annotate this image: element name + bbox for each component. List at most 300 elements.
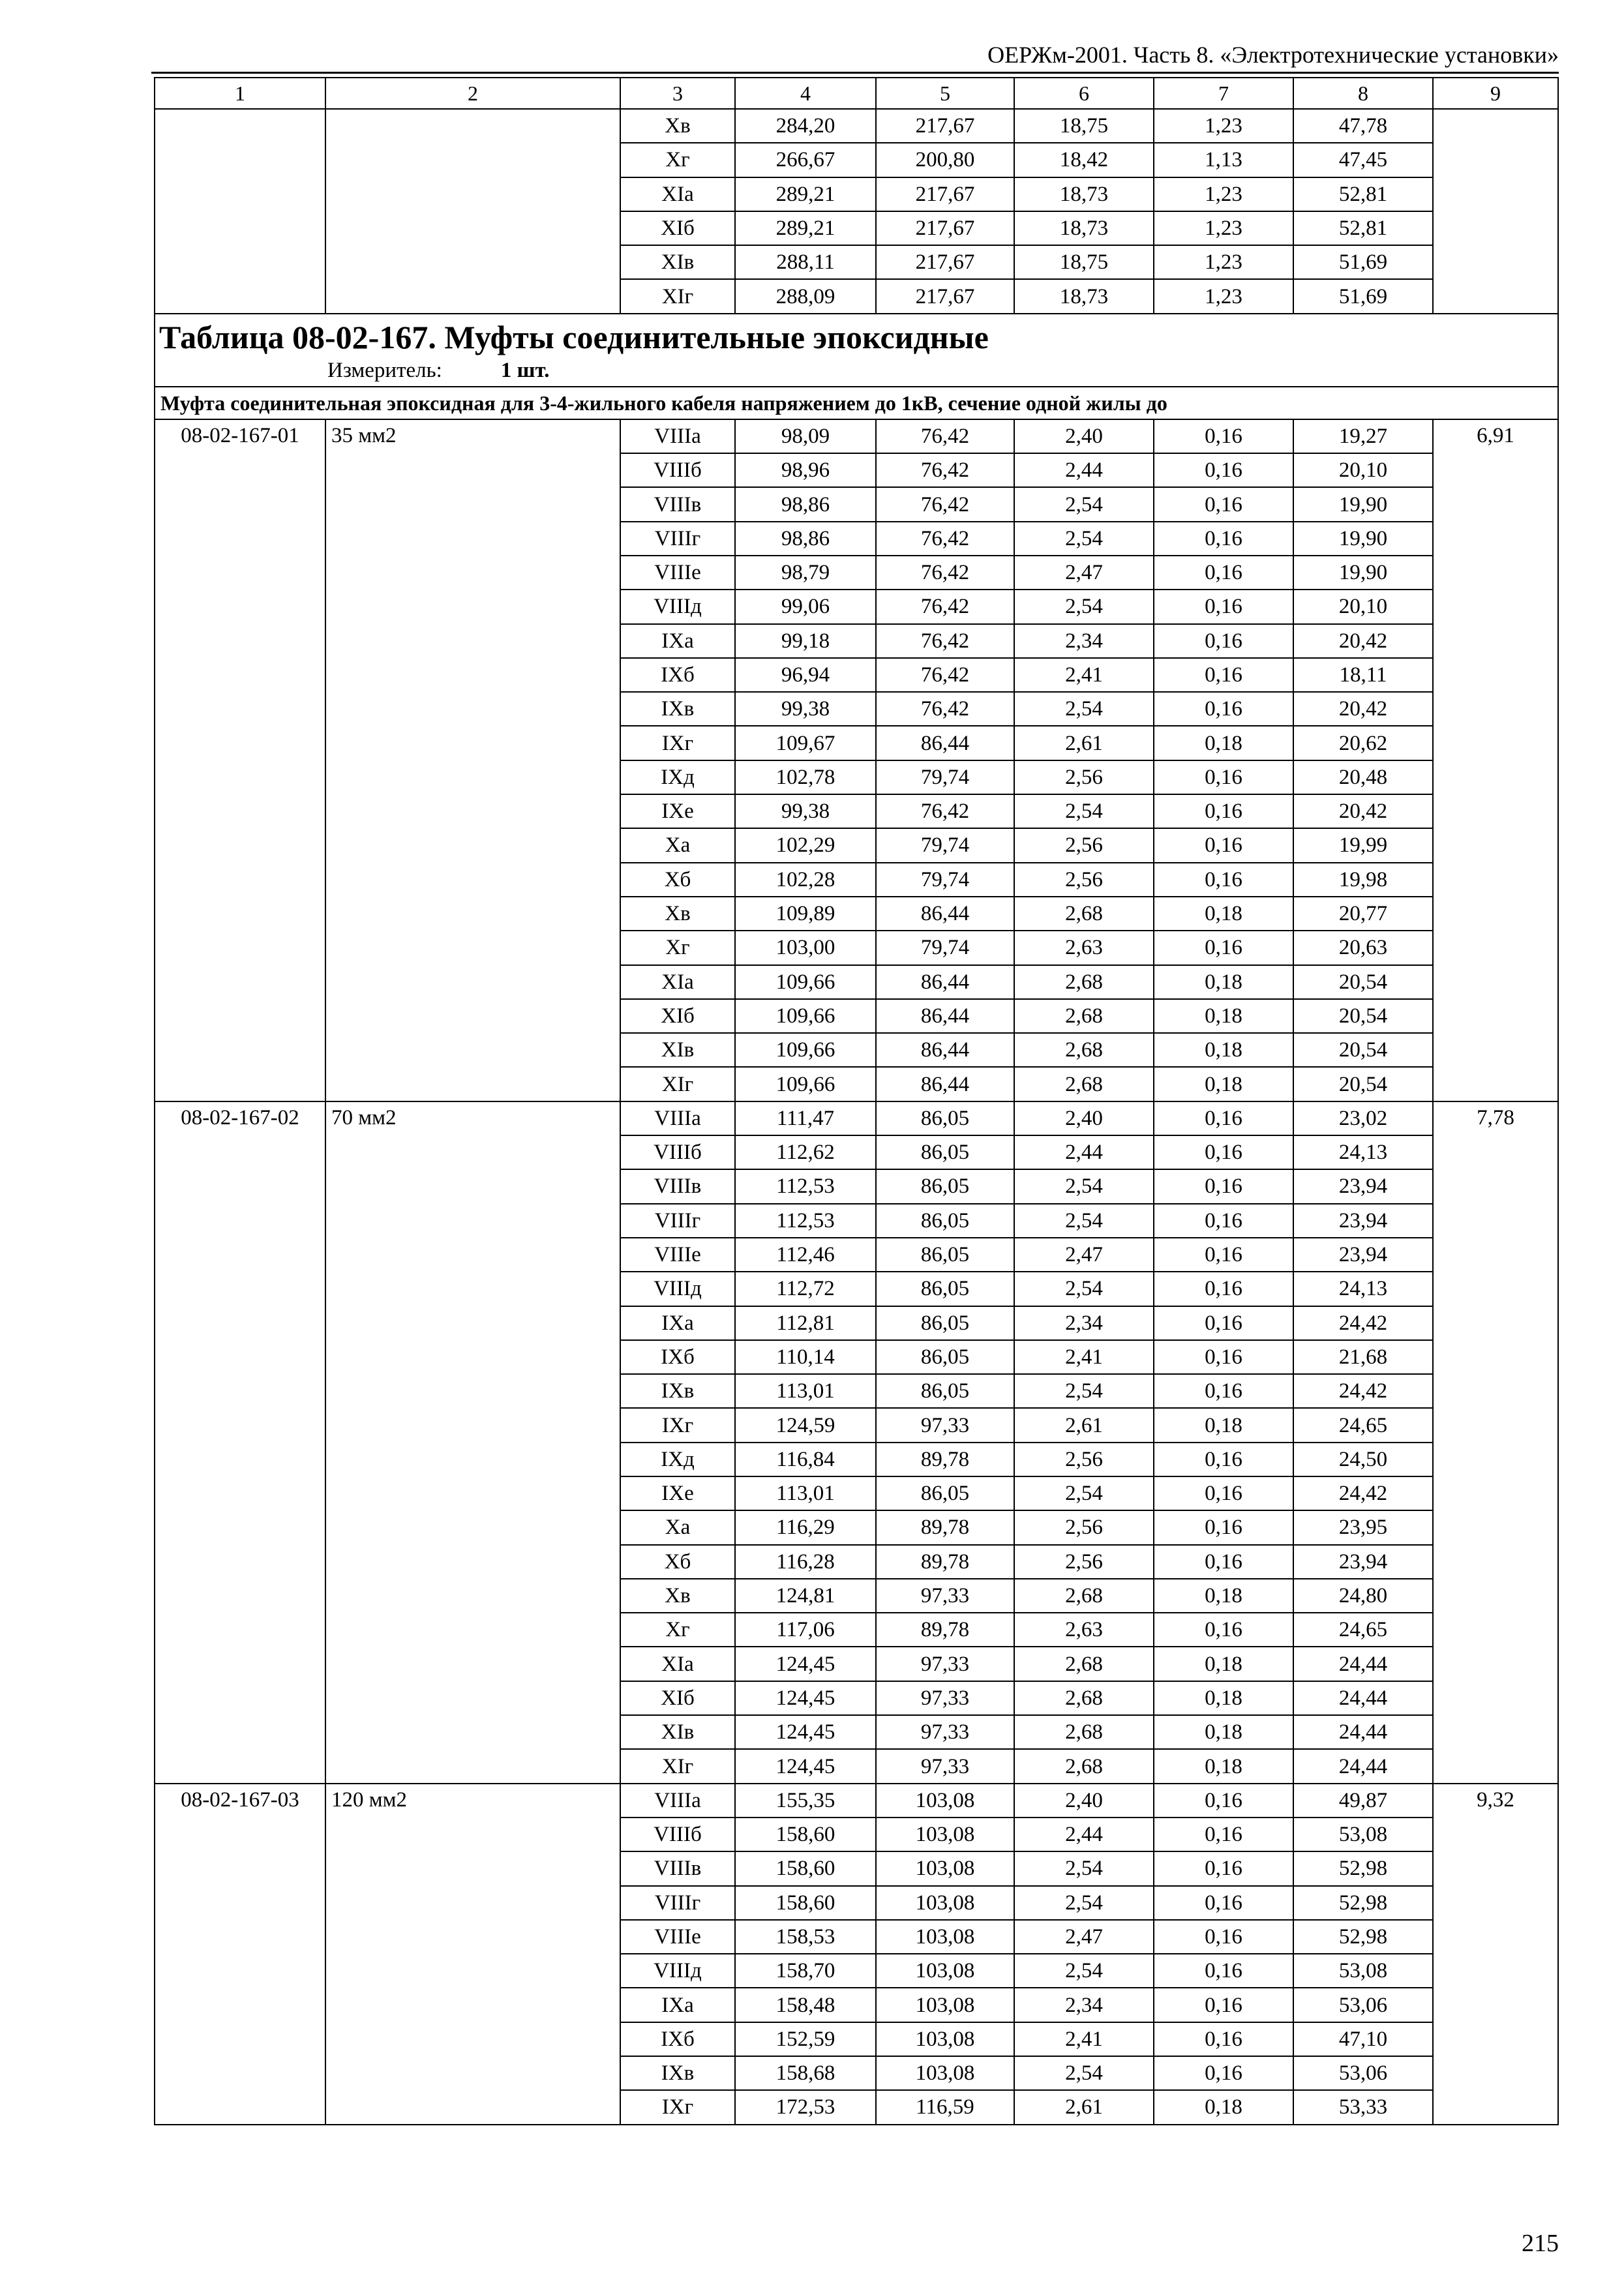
value-col4-cell: 96,94 xyxy=(735,658,876,692)
value-col8-cell: 51,69 xyxy=(1293,279,1433,313)
value-col5-cell: 76,42 xyxy=(876,658,1014,692)
value-col7-cell: 0,16 xyxy=(1154,1613,1293,1647)
value-col7-cell: 0,16 xyxy=(1154,1784,1293,1818)
region-cell: Ха xyxy=(620,1510,735,1544)
value-col7-cell: 0,18 xyxy=(1154,999,1293,1033)
value-col8-cell: 21,68 xyxy=(1293,1340,1433,1374)
value-col5-cell: 86,05 xyxy=(876,1340,1014,1374)
region-cell: XIа xyxy=(620,1647,735,1681)
value-col7-cell: 0,18 xyxy=(1154,1408,1293,1442)
header-rule xyxy=(151,72,1559,74)
value-col5-cell: 76,42 xyxy=(876,692,1014,726)
region-cell: XIа xyxy=(620,965,735,999)
value-col7-cell: 0,16 xyxy=(1154,1851,1293,1885)
value-col4-cell: 103,00 xyxy=(735,931,876,965)
value-col6-cell: 2,68 xyxy=(1014,1067,1154,1101)
value-col7-cell: 0,16 xyxy=(1154,1818,1293,1851)
value-col4-cell: 124,45 xyxy=(735,1681,876,1715)
value-col5-cell: 97,33 xyxy=(876,1681,1014,1715)
value-col4-cell: 124,45 xyxy=(735,1715,876,1749)
value-col6-cell: 2,63 xyxy=(1014,1613,1154,1647)
value-col7-cell: 0,18 xyxy=(1154,1033,1293,1067)
value-col4-cell: 102,29 xyxy=(735,828,876,862)
value-col7-cell: 0,16 xyxy=(1154,1135,1293,1169)
value-col6-cell: 2,68 xyxy=(1014,965,1154,999)
value-col7-cell: 0,16 xyxy=(1154,1340,1293,1374)
value-col5-cell: 86,44 xyxy=(876,897,1014,931)
value-col5-cell: 76,42 xyxy=(876,556,1014,590)
value-col6-cell: 2,56 xyxy=(1014,863,1154,897)
value-col7-cell: 0,16 xyxy=(1154,658,1293,692)
value-col7-cell: 0,16 xyxy=(1154,863,1293,897)
column-number: 3 xyxy=(620,78,735,109)
value-col7-cell: 0,16 xyxy=(1154,1886,1293,1920)
region-cell: Хб xyxy=(620,1545,735,1579)
region-cell: XIб xyxy=(620,1681,735,1715)
value-col8-cell: 20,42 xyxy=(1293,624,1433,658)
value-col8-cell: 52,98 xyxy=(1293,1886,1433,1920)
value-col4-cell: 289,21 xyxy=(735,177,876,211)
value-col8-cell: 52,81 xyxy=(1293,211,1433,245)
value-col8-cell: 20,10 xyxy=(1293,590,1433,623)
value-col6-cell: 2,40 xyxy=(1014,1784,1154,1818)
value-col6-cell: 2,56 xyxy=(1014,1510,1154,1544)
region-cell: VIIIд xyxy=(620,590,735,623)
value-col8-cell: 20,63 xyxy=(1293,931,1433,965)
value-col6-cell: 2,54 xyxy=(1014,794,1154,828)
value-col4-cell: 158,53 xyxy=(735,1920,876,1954)
region-cell: Хв xyxy=(620,1579,735,1613)
value-col7-cell: 0,18 xyxy=(1154,965,1293,999)
region-cell: IXв xyxy=(620,2056,735,2090)
value-col5-cell: 97,33 xyxy=(876,1715,1014,1749)
value-col5-cell: 217,67 xyxy=(876,245,1014,279)
region-cell: XIг xyxy=(620,1749,735,1783)
value-col8-cell: 24,44 xyxy=(1293,1681,1433,1715)
region-cell: VIIIа xyxy=(620,1101,735,1135)
value-col6-cell: 2,54 xyxy=(1014,692,1154,726)
value-col5-cell: 76,42 xyxy=(876,590,1014,623)
value-col7-cell: 0,16 xyxy=(1154,1920,1293,1954)
region-cell: IXв xyxy=(620,1374,735,1408)
region-cell: VIIIе xyxy=(620,556,735,590)
value-col6-cell: 2,54 xyxy=(1014,1954,1154,1988)
value-col5-cell: 76,42 xyxy=(876,419,1014,453)
value-col7-cell: 0,16 xyxy=(1154,1988,1293,2022)
value-col6-cell: 2,41 xyxy=(1014,658,1154,692)
region-cell: IXа xyxy=(620,1988,735,2022)
value-col4-cell: 111,47 xyxy=(735,1101,876,1135)
region-cell: IXд xyxy=(620,760,735,794)
region-cell: XIв xyxy=(620,1715,735,1749)
item-rate: 9,32 xyxy=(1433,1784,1558,2125)
value-col6-cell: 2,44 xyxy=(1014,1818,1154,1851)
value-col4-cell: 158,68 xyxy=(735,2056,876,2090)
column-number: 5 xyxy=(876,78,1014,109)
region-cell: Хг xyxy=(620,1613,735,1647)
region-cell: IXа xyxy=(620,624,735,658)
value-col7-cell: 0,16 xyxy=(1154,522,1293,556)
region-cell: Ха xyxy=(620,828,735,862)
value-col4-cell: 112,46 xyxy=(735,1238,876,1272)
value-col7-cell: 0,16 xyxy=(1154,453,1293,487)
value-col5-cell: 79,74 xyxy=(876,760,1014,794)
value-col4-cell: 158,60 xyxy=(735,1851,876,1885)
region-cell: Хб xyxy=(620,863,735,897)
value-col6-cell: 18,42 xyxy=(1014,143,1154,177)
value-col8-cell: 51,69 xyxy=(1293,245,1433,279)
value-col5-cell: 86,05 xyxy=(876,1169,1014,1203)
region-cell: XIб xyxy=(620,999,735,1033)
value-col5-cell: 76,42 xyxy=(876,794,1014,828)
value-col4-cell: 158,60 xyxy=(735,1818,876,1851)
value-col5-cell: 103,08 xyxy=(876,2022,1014,2056)
value-col4-cell: 117,06 xyxy=(735,1613,876,1647)
item-rate: 7,78 xyxy=(1433,1101,1558,1784)
rate-cell-empty xyxy=(1433,109,1558,314)
value-col8-cell: 23,94 xyxy=(1293,1204,1433,1238)
region-cell: IXг xyxy=(620,1408,735,1442)
value-col6-cell: 2,56 xyxy=(1014,1545,1154,1579)
value-col8-cell: 53,06 xyxy=(1293,2056,1433,2090)
value-col5-cell: 89,78 xyxy=(876,1613,1014,1647)
value-col8-cell: 52,98 xyxy=(1293,1920,1433,1954)
region-cell: VIIIб xyxy=(620,1818,735,1851)
value-col6-cell: 18,73 xyxy=(1014,211,1154,245)
value-col8-cell: 23,95 xyxy=(1293,1510,1433,1544)
value-col8-cell: 20,48 xyxy=(1293,760,1433,794)
value-col8-cell: 20,42 xyxy=(1293,794,1433,828)
table-body xyxy=(155,78,1558,2125)
region-cell: XIб xyxy=(620,211,735,245)
value-col4-cell: 99,38 xyxy=(735,794,876,828)
value-col8-cell: 23,02 xyxy=(1293,1101,1433,1135)
region-cell: VIIIа xyxy=(620,419,735,453)
value-col4-cell: 112,62 xyxy=(735,1135,876,1169)
value-col7-cell: 0,18 xyxy=(1154,1067,1293,1101)
region-cell: IXд xyxy=(620,1443,735,1476)
value-col7-cell: 0,16 xyxy=(1154,1204,1293,1238)
value-col8-cell: 24,44 xyxy=(1293,1749,1433,1783)
value-col6-cell: 2,54 xyxy=(1014,522,1154,556)
value-col5-cell: 86,05 xyxy=(876,1238,1014,1272)
running-header: ОЕРЖм-2001. Часть 8. «Электротехнические установки» xyxy=(987,42,1559,68)
value-col7-cell: 0,16 xyxy=(1154,556,1293,590)
item-code: 08-02-167-01 xyxy=(155,419,325,1101)
value-col5-cell: 86,05 xyxy=(876,1272,1014,1306)
region-cell: VIIIб xyxy=(620,453,735,487)
value-col7-cell: 0,16 xyxy=(1154,794,1293,828)
value-col4-cell: 98,79 xyxy=(735,556,876,590)
value-col6-cell: 2,54 xyxy=(1014,1886,1154,1920)
value-col5-cell: 86,44 xyxy=(876,965,1014,999)
value-col8-cell: 24,65 xyxy=(1293,1408,1433,1442)
value-col8-cell: 53,08 xyxy=(1293,1954,1433,1988)
value-col7-cell: 0,16 xyxy=(1154,1476,1293,1510)
value-col8-cell: 23,94 xyxy=(1293,1169,1433,1203)
value-col7-cell: 0,16 xyxy=(1154,692,1293,726)
value-col5-cell: 89,78 xyxy=(876,1443,1014,1476)
value-col6-cell: 2,54 xyxy=(1014,1204,1154,1238)
table-row xyxy=(155,109,1558,143)
value-col5-cell: 217,67 xyxy=(876,109,1014,143)
value-col4-cell: 98,86 xyxy=(735,487,876,521)
value-col7-cell: 0,16 xyxy=(1154,1306,1293,1340)
item-code: 08-02-167-03 xyxy=(155,1784,325,2125)
rates-table xyxy=(154,77,1559,2125)
value-col6-cell: 2,68 xyxy=(1014,897,1154,931)
value-col4-cell: 124,59 xyxy=(735,1408,876,1442)
value-col6-cell: 2,68 xyxy=(1014,1681,1154,1715)
value-col8-cell: 20,42 xyxy=(1293,692,1433,726)
value-col6-cell: 2,61 xyxy=(1014,2090,1154,2124)
value-col6-cell: 2,68 xyxy=(1014,1647,1154,1681)
value-col6-cell: 2,61 xyxy=(1014,726,1154,760)
value-col6-cell: 2,54 xyxy=(1014,1169,1154,1203)
value-col8-cell: 53,06 xyxy=(1293,1988,1433,2022)
value-col7-cell: 0,16 xyxy=(1154,1101,1293,1135)
value-col7-cell: 0,16 xyxy=(1154,931,1293,965)
column-number: 2 xyxy=(325,78,620,109)
item-name: 120 мм2 xyxy=(325,1784,620,2125)
region-cell: IXг xyxy=(620,726,735,760)
value-col5-cell: 89,78 xyxy=(876,1545,1014,1579)
column-number: 8 xyxy=(1293,78,1433,109)
value-col7-cell: 0,18 xyxy=(1154,897,1293,931)
value-col6-cell: 2,41 xyxy=(1014,2022,1154,2056)
value-col5-cell: 76,42 xyxy=(876,624,1014,658)
value-col5-cell: 103,08 xyxy=(876,2056,1014,2090)
value-col4-cell: 110,14 xyxy=(735,1340,876,1374)
value-col6-cell: 2,68 xyxy=(1014,1749,1154,1783)
value-col6-cell: 2,47 xyxy=(1014,1920,1154,1954)
value-col8-cell: 20,10 xyxy=(1293,453,1433,487)
value-col5-cell: 76,42 xyxy=(876,453,1014,487)
value-col5-cell: 89,78 xyxy=(876,1510,1014,1544)
column-number: 4 xyxy=(735,78,876,109)
value-col4-cell: 288,09 xyxy=(735,279,876,313)
value-col6-cell: 2,68 xyxy=(1014,1033,1154,1067)
region-cell: Хг xyxy=(620,143,735,177)
value-col4-cell: 112,81 xyxy=(735,1306,876,1340)
value-col7-cell: 1,23 xyxy=(1154,245,1293,279)
value-col4-cell: 158,48 xyxy=(735,1988,876,2022)
value-col6-cell: 18,75 xyxy=(1014,109,1154,143)
value-col7-cell: 0,16 xyxy=(1154,1238,1293,1272)
value-col7-cell: 0,16 xyxy=(1154,828,1293,862)
value-col8-cell: 49,87 xyxy=(1293,1784,1433,1818)
value-col8-cell: 24,44 xyxy=(1293,1647,1433,1681)
value-col5-cell: 97,33 xyxy=(876,1749,1014,1783)
value-col5-cell: 97,33 xyxy=(876,1408,1014,1442)
value-col4-cell: 109,67 xyxy=(735,726,876,760)
value-col7-cell: 0,18 xyxy=(1154,726,1293,760)
value-col6-cell: 2,61 xyxy=(1014,1408,1154,1442)
region-cell: IXб xyxy=(620,1340,735,1374)
value-col4-cell: 112,72 xyxy=(735,1272,876,1306)
value-col8-cell: 20,62 xyxy=(1293,726,1433,760)
region-cell: XIг xyxy=(620,1067,735,1101)
table-row xyxy=(155,1101,1558,1135)
value-col8-cell: 24,42 xyxy=(1293,1374,1433,1408)
value-col4-cell: 113,01 xyxy=(735,1476,876,1510)
value-col5-cell: 217,67 xyxy=(876,211,1014,245)
value-col6-cell: 2,63 xyxy=(1014,931,1154,965)
region-cell: IXа xyxy=(620,1306,735,1340)
region-cell: IXг xyxy=(620,2090,735,2124)
region-cell: VIIIв xyxy=(620,1169,735,1203)
value-col5-cell: 79,74 xyxy=(876,931,1014,965)
value-col8-cell: 24,65 xyxy=(1293,1613,1433,1647)
value-col8-cell: 19,98 xyxy=(1293,863,1433,897)
value-col6-cell: 18,73 xyxy=(1014,279,1154,313)
item-code: 08-02-167-02 xyxy=(155,1101,325,1784)
value-col5-cell: 103,08 xyxy=(876,1920,1014,1954)
region-cell: IXе xyxy=(620,1476,735,1510)
value-col4-cell: 116,28 xyxy=(735,1545,876,1579)
region-cell: IXе xyxy=(620,794,735,828)
region-cell: VIIIд xyxy=(620,1954,735,1988)
value-col5-cell: 86,05 xyxy=(876,1306,1014,1340)
value-col4-cell: 289,21 xyxy=(735,211,876,245)
value-col4-cell: 102,28 xyxy=(735,863,876,897)
value-col8-cell: 53,33 xyxy=(1293,2090,1433,2124)
value-col6-cell: 2,68 xyxy=(1014,1579,1154,1613)
table-title-cell xyxy=(155,314,1558,387)
value-col8-cell: 23,94 xyxy=(1293,1238,1433,1272)
value-col8-cell: 19,90 xyxy=(1293,556,1433,590)
value-col8-cell: 53,08 xyxy=(1293,1818,1433,1851)
value-col5-cell: 86,44 xyxy=(876,999,1014,1033)
value-col6-cell: 2,56 xyxy=(1014,760,1154,794)
value-col8-cell: 24,80 xyxy=(1293,1579,1433,1613)
value-col8-cell: 19,27 xyxy=(1293,419,1433,453)
value-col7-cell: 0,16 xyxy=(1154,2022,1293,2056)
value-col5-cell: 86,44 xyxy=(876,1067,1014,1101)
value-col7-cell: 0,16 xyxy=(1154,419,1293,453)
value-col7-cell: 1,23 xyxy=(1154,109,1293,143)
value-col5-cell: 217,67 xyxy=(876,279,1014,313)
value-col6-cell: 2,40 xyxy=(1014,1101,1154,1135)
value-col4-cell: 113,01 xyxy=(735,1374,876,1408)
page-number: 215 xyxy=(1522,2230,1559,2257)
value-col4-cell: 116,84 xyxy=(735,1443,876,1476)
value-col5-cell: 76,42 xyxy=(876,522,1014,556)
unit-value: 1 шт. xyxy=(500,358,550,382)
region-cell: IXб xyxy=(620,2022,735,2056)
value-col5-cell: 79,74 xyxy=(876,863,1014,897)
value-col6-cell: 18,75 xyxy=(1014,245,1154,279)
value-col8-cell: 20,54 xyxy=(1293,1033,1433,1067)
value-col5-cell: 97,33 xyxy=(876,1579,1014,1613)
value-col4-cell: 116,29 xyxy=(735,1510,876,1544)
region-cell: IXб xyxy=(620,658,735,692)
value-col8-cell: 19,99 xyxy=(1293,828,1433,862)
value-col4-cell: 99,06 xyxy=(735,590,876,623)
value-col7-cell: 0,16 xyxy=(1154,760,1293,794)
region-cell: VIIIв xyxy=(620,1851,735,1885)
value-col5-cell: 103,08 xyxy=(876,1886,1014,1920)
value-col7-cell: 0,16 xyxy=(1154,1272,1293,1306)
value-col5-cell: 103,08 xyxy=(876,1988,1014,2022)
value-col6-cell: 2,44 xyxy=(1014,453,1154,487)
value-col4-cell: 158,70 xyxy=(735,1954,876,1988)
value-col4-cell: 98,96 xyxy=(735,453,876,487)
table-row xyxy=(155,419,1558,453)
value-col4-cell: 112,53 xyxy=(735,1204,876,1238)
value-col8-cell: 24,13 xyxy=(1293,1135,1433,1169)
value-col7-cell: 1,13 xyxy=(1154,143,1293,177)
table-title-row xyxy=(155,314,1558,387)
value-col5-cell: 86,05 xyxy=(876,1204,1014,1238)
value-col6-cell: 2,54 xyxy=(1014,1851,1154,1885)
value-col7-cell: 0,16 xyxy=(1154,1510,1293,1544)
item-name: 70 мм2 xyxy=(325,1101,620,1784)
value-col7-cell: 0,18 xyxy=(1154,1579,1293,1613)
region-cell: VIIIд xyxy=(620,1272,735,1306)
value-col8-cell: 24,44 xyxy=(1293,1715,1433,1749)
value-col4-cell: 155,35 xyxy=(735,1784,876,1818)
value-col5-cell: 116,59 xyxy=(876,2090,1014,2124)
value-col7-cell: 0,16 xyxy=(1154,1169,1293,1203)
column-number: 7 xyxy=(1154,78,1293,109)
value-col5-cell: 86,05 xyxy=(876,1476,1014,1510)
value-col8-cell: 23,94 xyxy=(1293,1545,1433,1579)
description-row xyxy=(155,387,1558,419)
value-col8-cell: 20,54 xyxy=(1293,999,1433,1033)
value-col4-cell: 98,86 xyxy=(735,522,876,556)
value-col4-cell: 99,18 xyxy=(735,624,876,658)
value-col4-cell: 172,53 xyxy=(735,2090,876,2124)
value-col7-cell: 0,16 xyxy=(1154,1545,1293,1579)
value-col8-cell: 20,54 xyxy=(1293,965,1433,999)
region-cell: Хв xyxy=(620,109,735,143)
value-col8-cell: 47,78 xyxy=(1293,109,1433,143)
table-title: Таблица 08-02-167. Муфты соединительные эпоксидные xyxy=(159,318,989,355)
region-cell: Хг xyxy=(620,931,735,965)
value-col7-cell: 0,16 xyxy=(1154,487,1293,521)
region-cell: VIIIг xyxy=(620,1886,735,1920)
value-col7-cell: 0,16 xyxy=(1154,1374,1293,1408)
value-col7-cell: 0,16 xyxy=(1154,624,1293,658)
value-col7-cell: 1,23 xyxy=(1154,177,1293,211)
value-col5-cell: 217,67 xyxy=(876,177,1014,211)
value-col5-cell: 86,05 xyxy=(876,1101,1014,1135)
value-col6-cell: 2,54 xyxy=(1014,1374,1154,1408)
value-col7-cell: 0,16 xyxy=(1154,1954,1293,1988)
unit-line xyxy=(159,357,1554,383)
value-col8-cell: 47,10 xyxy=(1293,2022,1433,2056)
value-col5-cell: 86,05 xyxy=(876,1374,1014,1408)
value-col6-cell: 2,47 xyxy=(1014,556,1154,590)
value-col4-cell: 158,60 xyxy=(735,1886,876,1920)
value-col6-cell: 18,73 xyxy=(1014,177,1154,211)
value-col4-cell: 98,09 xyxy=(735,419,876,453)
value-col6-cell: 2,41 xyxy=(1014,1340,1154,1374)
value-col8-cell: 24,13 xyxy=(1293,1272,1433,1306)
value-col4-cell: 109,89 xyxy=(735,897,876,931)
value-col6-cell: 2,54 xyxy=(1014,487,1154,521)
value-col6-cell: 2,40 xyxy=(1014,419,1154,453)
value-col8-cell: 52,98 xyxy=(1293,1851,1433,1885)
value-col8-cell: 19,90 xyxy=(1293,487,1433,521)
table-row xyxy=(155,1784,1558,1818)
value-col4-cell: 284,20 xyxy=(735,109,876,143)
value-col6-cell: 2,56 xyxy=(1014,828,1154,862)
value-col5-cell: 200,80 xyxy=(876,143,1014,177)
region-cell: Хв xyxy=(620,897,735,931)
column-number-row xyxy=(155,78,1558,109)
